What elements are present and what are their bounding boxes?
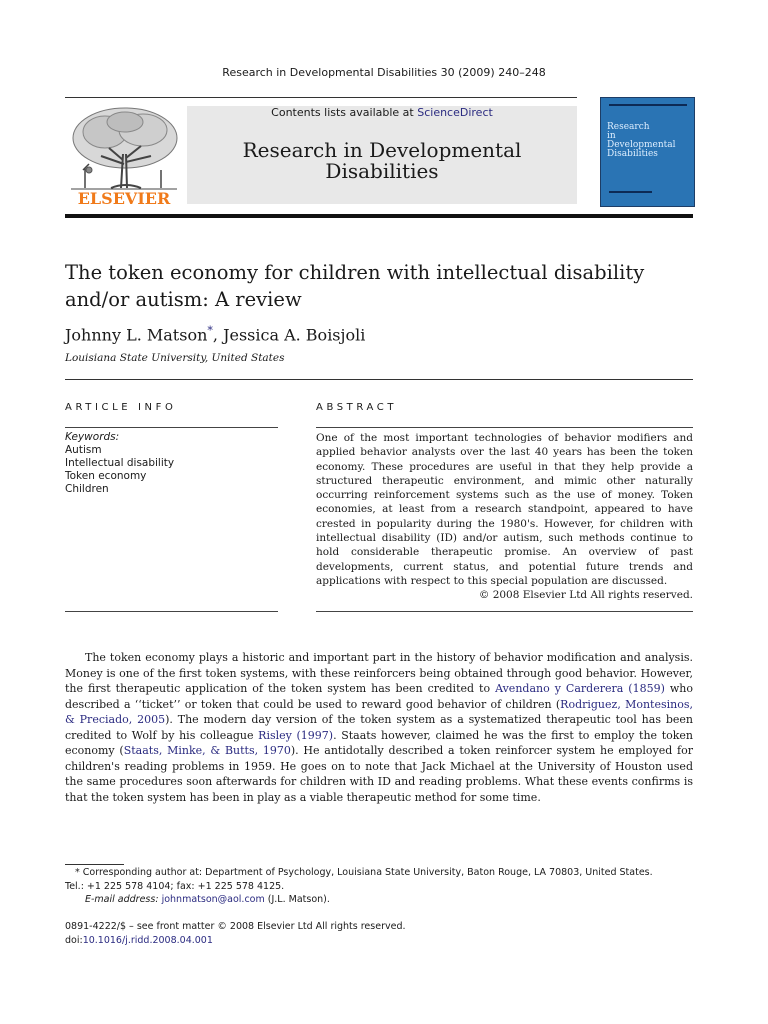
doi-line bbox=[65, 934, 693, 948]
citation-link[interactable]: Staats, Minke, & Butts, 1970 bbox=[123, 744, 291, 757]
elsevier-logo bbox=[65, 104, 183, 206]
journal-name bbox=[187, 140, 577, 182]
email-suffix: (J.L. Matson). bbox=[264, 894, 330, 905]
keyword-item: Autism bbox=[65, 444, 102, 456]
citation-link[interactable]: Avendano y Carderera (1859) bbox=[495, 682, 665, 695]
article-info-rule bbox=[65, 427, 278, 428]
cover-label-line1: Research bbox=[607, 122, 650, 132]
article-info-heading: ARTICLE INFO bbox=[65, 402, 177, 413]
abstract-bottom-rule bbox=[316, 611, 693, 612]
contents-available-line bbox=[187, 106, 577, 119]
footnote-text: Corresponding author at: Department of Psychology, Louisiana State University, Baton Rouge, LA 70803, United States. bbox=[79, 867, 653, 878]
cover-bottom-bar bbox=[609, 191, 652, 193]
citation-link[interactable]: Rodriguez, Montesinos, & Preciado, 2005 bbox=[65, 697, 693, 726]
body-text: ). He antidotally described a token reinforcer system he employed for children's reading problems in 1959. He goes on to note that Jack Michael at the University of Houston used the same procedures soon afterwards for children with ID and reading problems. What these events confirms is that the token system has been in play as a viable therapeutic method for some time. bbox=[65, 744, 693, 804]
footnote bbox=[65, 866, 693, 907]
citation-link[interactable]: Risley (1997) bbox=[258, 728, 334, 742]
abstract-rule bbox=[316, 427, 693, 428]
body-text: who described a ‘‘ticket’’ or token that could be used to reward good behavior of children ( bbox=[65, 682, 693, 711]
elsevier-wordmark: ELSEVIER bbox=[77, 189, 171, 206]
keywords-block bbox=[65, 431, 275, 496]
keyword-item: Intellectual disability bbox=[65, 457, 175, 469]
contents-prefix: Contents lists available at bbox=[271, 106, 418, 119]
affiliation: Louisiana State University, United States bbox=[65, 352, 285, 364]
tree-icon bbox=[71, 108, 177, 189]
body-text: The token economy plays a historic and important part in the history of behavior modification and analysis. Money is one of the first token systems, with these reinforcers being obtained through good behavior. However, the first therapeutic application of the token system has been credited to bbox=[65, 651, 693, 695]
body-paragraph bbox=[65, 650, 693, 805]
cover-label-line3: Developmental bbox=[607, 140, 676, 150]
footnote-email-line bbox=[65, 893, 693, 907]
corresponding-author-mark[interactable]: * bbox=[207, 324, 213, 337]
author-name: , Jessica A. Boisjoli bbox=[212, 325, 366, 345]
section-rule bbox=[65, 379, 693, 380]
email-label: E-mail address: bbox=[85, 894, 159, 905]
cover-label-line2: in bbox=[607, 131, 616, 141]
cover-label bbox=[607, 123, 691, 159]
author-name: Johnny L. Matson bbox=[65, 325, 208, 345]
body-text: . Staats however, claimed he was the first to employ the token economy ( bbox=[65, 728, 694, 757]
footnote-line bbox=[65, 866, 693, 880]
keyword-item: Token economy bbox=[65, 470, 147, 482]
footnote-rule bbox=[65, 864, 124, 865]
article-title: The token economy for children with intellectual disability and/or autism: A review bbox=[65, 261, 645, 311]
header-rule bbox=[65, 97, 577, 98]
issn-line: 0891-4222/$ – see front matter © 2008 Elsevier Ltd All rights reserved. bbox=[65, 921, 406, 932]
keywords-label: Keywords: bbox=[65, 431, 120, 443]
cover-label-line4: Disabilities bbox=[607, 149, 658, 159]
body-text: ). The modern day version of the token system as a systematized therapeutic tool has been credited to Wolf by his colleague bbox=[65, 713, 693, 742]
header-thick-rule bbox=[65, 214, 693, 218]
journal-banner bbox=[187, 106, 577, 204]
author-list bbox=[65, 324, 365, 344]
article-info-bottom-rule bbox=[65, 611, 278, 612]
footnote-mark: * bbox=[75, 867, 80, 878]
journal-name-line2: Disabilities bbox=[325, 159, 439, 183]
doi-prefix: doi: bbox=[65, 934, 83, 946]
journal-name-line1: Research in Developmental bbox=[242, 138, 522, 162]
email-link[interactable]: johnmatson@aol.com bbox=[161, 894, 265, 905]
abstract-heading: ABSTRACT bbox=[316, 402, 398, 413]
abstract-text: One of the most important technologies of behavior modifiers and applied behavior analysts over the last 40 years has been the token economy. These procedures are useful in that they help provide a structured therapeutic environment, and mimic other naturally occurring reinforcement systems such as the use of money. Token economies, at least from a research standpoint, appeared to have crested in popularity during the 1980's. However, for children with intellectual disability (ID) and/or autism, such methods continue to hold considerable therapeutic promise. An overview of past developments, current status, and potential future trends and applications with respect to this special population are discussed. bbox=[316, 432, 693, 587]
journal-cover-thumbnail bbox=[600, 97, 695, 207]
doi-link[interactable]: 10.1016/j.ridd.2008.04.001 bbox=[82, 934, 213, 946]
front-matter-info bbox=[65, 920, 693, 947]
keyword-item: Children bbox=[65, 483, 109, 495]
sciencedirect-link[interactable]: ScienceDirect bbox=[417, 106, 493, 119]
abstract-copyright: © 2008 Elsevier Ltd All rights reserved. bbox=[478, 589, 693, 601]
footnote-line: Tel.: +1 225 578 4104; fax: +1 225 578 4125. bbox=[65, 880, 285, 892]
journal-citation: Research in Developmental Disabilities 30 (2009) 240–248 bbox=[222, 66, 546, 79]
cover-top-bar bbox=[609, 104, 687, 106]
